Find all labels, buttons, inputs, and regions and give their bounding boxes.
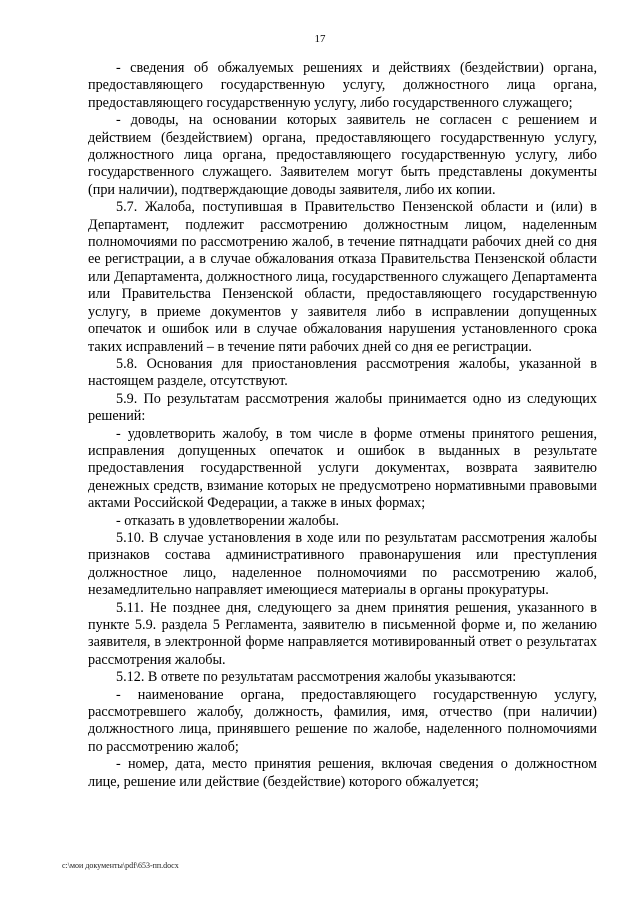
paragraph-5-8: 5.8. Основания для приостановления рассмотрения жалобы, указанной в настоящем разделе, отсутствуют. [88,355,597,390]
paragraph-arguments: - доводы, на основании которых заявитель не согласен с решением и действием (бездействием) органа, предоставляющего государственную услугу, должностного лица органа, предоставляющего государственную услугу, либо государственного служащего. Заявителем могут быть представлены документы (при наличии), подтверждающие доводы заявителя, либо их копии. [88,112,597,198]
paragraph-5-12: 5.12. В ответе по результатам рассмотрения жалобы указываются: [116,669,517,686]
paragraph-5-7: 5.7. Жалоба, поступившая в Правительство Пензенской области и (или) в Департамент, подлежит рассмотрению должностным лицом, наделенным полномочиями по рассмотрению жалоб, в течение пятнадцати рабочих дней со дня ее регистрации, а в случае обжалования отказа Правительства Пензенской области или Департамента, должностного лица, государственного служащего Департамента или Правительства Пензенской области, предоставляющего государственную услугу, в приеме документов у заявителя либо в исправлении допущенных опечаток и ошибок или в случае обжалования нарушения установленного срока таких исправлений – в течение пяти рабочих дней со дня ее регистрации. [88,199,597,355]
paragraph-reject-complaint: - отказать в удовлетворении жалобы. [116,512,340,529]
footer-file-path: c:\мои документы\pdf\653-пп.docx [62,861,179,870]
paragraph-5-10: 5.10. В случае установления в ходе или по результатам рассмотрения жалобы признаков состава административного правонарушения или преступления должностное лицо, наделенное полномочиями по рассмотрению жалоб, незамедлительно направляет имеющиеся материалы в органы прокуратуры. [88,529,597,599]
paragraph-appeal-info: - сведения об обжалуемых решениях и действиях (бездействии) органа, предоставляющего государственную услугу, должностного лица органа, предоставляющего государственную услугу, либо государственного служащего; [88,60,597,111]
paragraph-5-9: 5.9. По результатам рассмотрения жалобы принимается одно из следующих решений: [88,390,597,425]
page-number: 17 [314,33,326,45]
paragraph-5-11: 5.11. Не позднее дня, следующего за днем принятия решения, указанного в пункте 5.9. раздела 5 Регламента, заявителю в письменной форме и, по желанию заявителя, в электронной форме направляется мотивированный ответ о результатах рассмотрения жалобы. [88,599,597,668]
paragraph-decision-details: - номер, дата, место принятия решения, включая сведения о должностном лице, решение или действие (бездействие) которого обжалуется; [88,756,597,790]
paragraph-satisfy-complaint: - удовлетворить жалобу, в том числе в форме отмены принятого решения, исправления допущенных опечаток и ошибок в выданных в результате предоставления государственной услуги документах, возврата заявителю денежных средств, взимание которых не предусмотрено нормативными правовыми актами Российской Федерации, а также в иных формах; [88,425,597,512]
paragraph-authority-name: - наименование органа, предоставляющего государственную услугу, рассмотревшего жалобу, должность, фамилия, имя, отчество (при наличии) должностного лица, принявшего решение по жалобе, наделенного полномочиями по рассмотрению жалоб; [88,686,597,755]
document-body [88,60,597,791]
